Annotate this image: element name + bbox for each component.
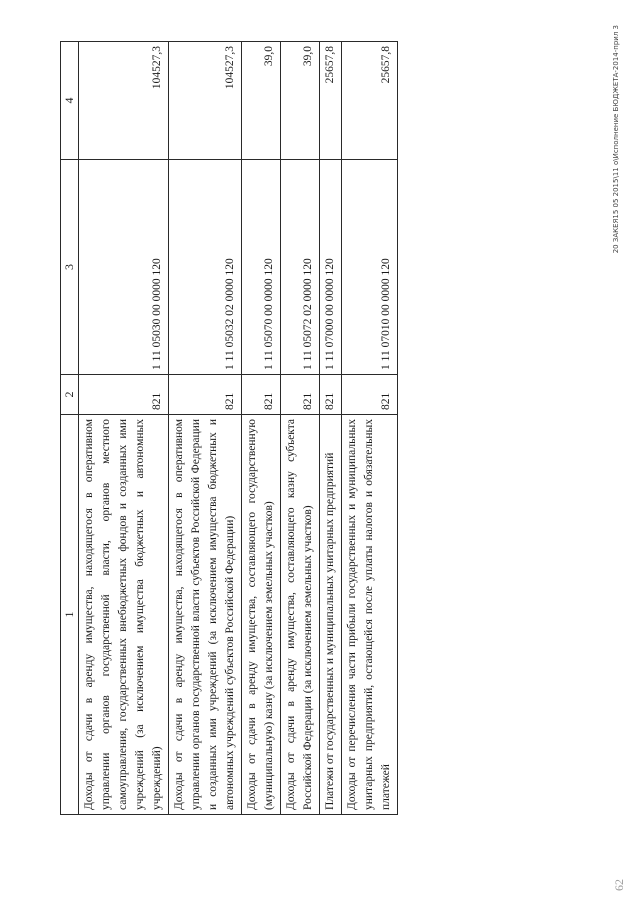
page-number: 62 <box>612 879 626 891</box>
row-budget-code: 1 11 05072 02 0000 120 <box>281 160 320 375</box>
revenue-table <box>60 41 398 815</box>
row-budget-code: 1 11 07000 00 0000 120 <box>320 160 342 375</box>
row-amount: 25657,8 <box>342 42 398 160</box>
row-description: Доходы от сдачи в аренду имущества, составляющего казну субъекта Российской Федерации (за исключением земельных участков) <box>281 415 320 815</box>
header-cell-4: 4 <box>61 42 79 160</box>
row-description: Доходы от перечисления части прибыли государственных и муниципальных унитарных предприятий, остающейся после уплаты налогов и обязательных платежей <box>342 415 398 815</box>
row-admin-code: 821 <box>242 375 281 415</box>
row-description: Доходы от сдачи в аренду имущества, находящегося в оперативном управлении органов государственной власти, органов местного самоуправления, государственных внебюджетных фондов и созданных ими учреждений (за исключением имущества бюджетных и автономных учреждений) <box>79 415 169 815</box>
header-cell-1: 1 <box>61 415 79 815</box>
row-budget-code: 1 11 07010 00 0000 120 <box>342 160 398 375</box>
row-budget-code: 1 11 05070 00 0000 120 <box>242 160 281 375</box>
row-amount: 104527,3 <box>79 42 169 160</box>
row-admin-code: 821 <box>342 375 398 415</box>
row-admin-code: 821 <box>320 375 342 415</box>
row-amount: 39,0 <box>242 42 281 160</box>
row-admin-code: 821 <box>79 375 169 415</box>
row-admin-code: 821 <box>169 375 242 415</box>
table-row <box>320 42 342 815</box>
table-row <box>242 42 281 815</box>
row-description: Платежи от государственных и муниципальных унитарных предприятий <box>320 415 342 815</box>
row-description: Доходы от сдачи в аренду имущества, составляющего государственную (муниципальную) казну (за исключением земельных участков) <box>242 415 281 815</box>
file-path-footer: 20 ЗАКЕЯ15 05 2015\11 о\Исполнение БЮДЖЕТА-2014-прил 3 <box>612 25 620 254</box>
table-row <box>342 42 398 815</box>
header-cell-3: 3 <box>61 160 79 375</box>
table-row <box>79 42 169 815</box>
row-budget-code: 1 11 05030 00 0000 120 <box>79 160 169 375</box>
header-cell-2: 2 <box>61 375 79 415</box>
table-row <box>281 42 320 815</box>
row-amount: 25657,8 <box>320 42 342 160</box>
row-amount: 104527,3 <box>169 42 242 160</box>
row-budget-code: 1 11 05032 02 0000 120 <box>169 160 242 375</box>
row-admin-code: 821 <box>281 375 320 415</box>
row-description: Доходы от сдачи в аренду имущества, находящегося в оперативном управлении органов государственной власти субъектов Российской Федерации и созданных ими учреждений (за исключением имущества бюджетных и автономных учреждений субъектов Российской Федерации) <box>169 415 242 815</box>
table-row <box>169 42 242 815</box>
header-row <box>61 42 79 815</box>
row-amount: 39,0 <box>281 42 320 160</box>
